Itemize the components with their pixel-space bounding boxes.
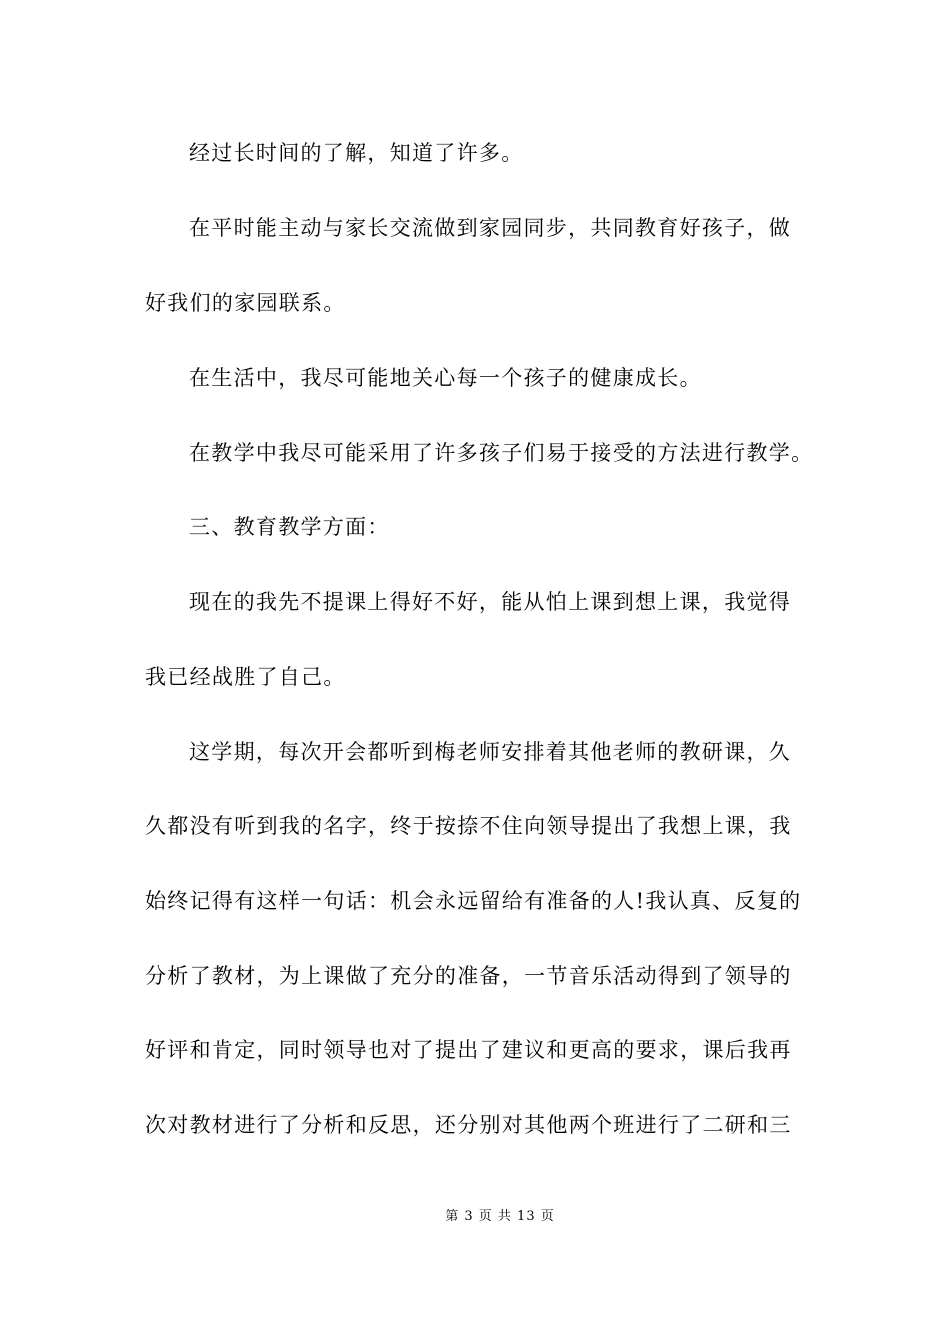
paragraph-line: 次对教材进行了分析和反思，还分别对其他两个班进行了二研和三 — [145, 1113, 792, 1137]
paragraph-line: 在生活中，我尽可能地关心每一个孩子的健康成长。 — [189, 366, 702, 390]
paragraph-line: 这学期，每次开会都听到梅老师安排着其他老师的教研课，久 — [189, 740, 792, 764]
paragraph-line: 现在的我先不提课上得好不好，能从怕上课到想上课，我觉得 — [189, 590, 792, 614]
section-heading: 三、教育教学方面： — [189, 515, 390, 539]
page-number-footer: 第 3 页 共 13 页 — [445, 1209, 555, 1224]
paragraph-line: 始终记得有这样一句话：机会永远留给有准备的人!我认真、反复的 — [145, 889, 802, 913]
paragraph-line: 我已经战胜了自己。 — [145, 665, 346, 689]
paragraph-line: 在教学中我尽可能采用了许多孩子们易于接受的方法进行教学。 — [189, 441, 814, 465]
paragraph-line: 好我们的家园联系。 — [145, 291, 346, 315]
paragraph-line: 好评和肯定，同时领导也对了提出了建议和更高的要求，课后我再 — [145, 1038, 792, 1062]
paragraph-line: 经过长时间的了解，知道了许多。 — [189, 141, 524, 165]
paragraph-line: 分析了教材，为上课做了充分的准备，一节音乐活动得到了领导的 — [145, 964, 792, 988]
paragraph-line: 久都没有听到我的名字，终于按捺不住向领导提出了我想上课，我 — [145, 814, 792, 838]
paragraph-line: 在平时能主动与家长交流做到家园同步，共同教育好孩子，做 — [189, 216, 792, 240]
